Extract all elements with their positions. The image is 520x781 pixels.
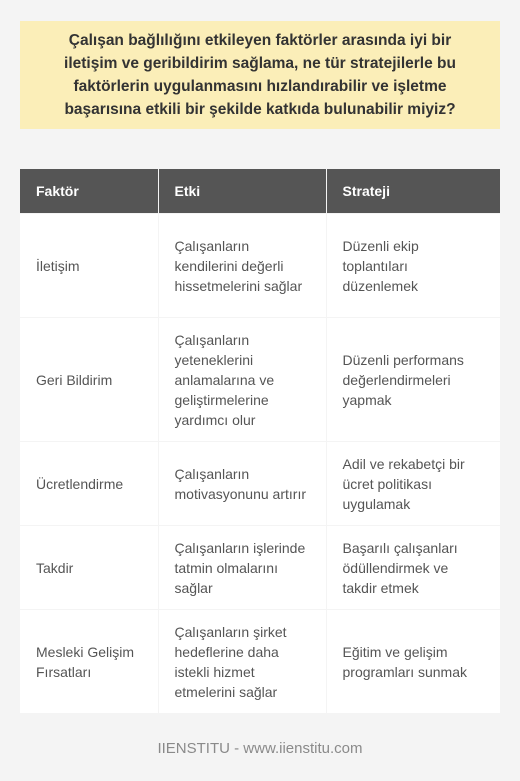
factor-table <box>20 169 500 713</box>
factor-cell: Geri Bildirim <box>20 318 158 442</box>
table-header-row <box>20 169 500 214</box>
factor-cell: Ücretlendirme <box>20 442 158 526</box>
table-row <box>20 526 500 610</box>
effect-cell: Çalışanların şirket hedeflerine daha istekli hizmet etmelerini sağlar <box>158 610 326 714</box>
strategy-cell: Düzenli performans değerlendirmeleri yapmak <box>326 318 500 442</box>
effect-cell: Çalışanların kendilerini değerli hissetmelerini sağlar <box>158 214 326 318</box>
effect-cell: Çalışanların işlerinde tatmin olmalarını sağlar <box>158 526 326 610</box>
question-text: Çalışan bağlılığını etkileyen faktörler arasında iyi bir iletişim ve geribildirim sağlama, ne tür stratejilerle bu faktörlerin uygulanmasını hızlandırabilir ve işletme başarısına etkili bir şekilde katkıda bulunabilir miyiz? <box>64 32 456 118</box>
question-box <box>20 21 500 129</box>
factor-cell: İletişim <box>20 214 158 318</box>
effect-cell: Çalışanların yeteneklerini anlamalarına ve geliştirmelerine yardımcı olur <box>158 318 326 442</box>
column-header-strategy: Strateji <box>326 169 500 214</box>
column-header-effect: Etki <box>158 169 326 214</box>
strategy-cell: Adil ve rekabetçi bir ücret politikası uygulamak <box>326 442 500 526</box>
table-row <box>20 442 500 526</box>
strategy-cell: Başarılı çalışanları ödüllendirmek ve takdir etmek <box>326 526 500 610</box>
strategy-cell: Düzenli ekip toplantıları düzenlemek <box>326 214 500 318</box>
effect-cell: Çalışanların motivasyonunu artırır <box>158 442 326 526</box>
column-header-factor: Faktör <box>20 169 158 214</box>
footer-credit: IIENSTITU - www.iienstitu.com <box>157 740 363 757</box>
table-row <box>20 214 500 318</box>
table-row <box>20 318 500 442</box>
strategy-cell: Eğitim ve gelişim programları sunmak <box>326 610 500 714</box>
factor-cell: Mesleki Gelişim Fırsatları <box>20 610 158 714</box>
factor-cell: Takdir <box>20 526 158 610</box>
table-row <box>20 610 500 714</box>
